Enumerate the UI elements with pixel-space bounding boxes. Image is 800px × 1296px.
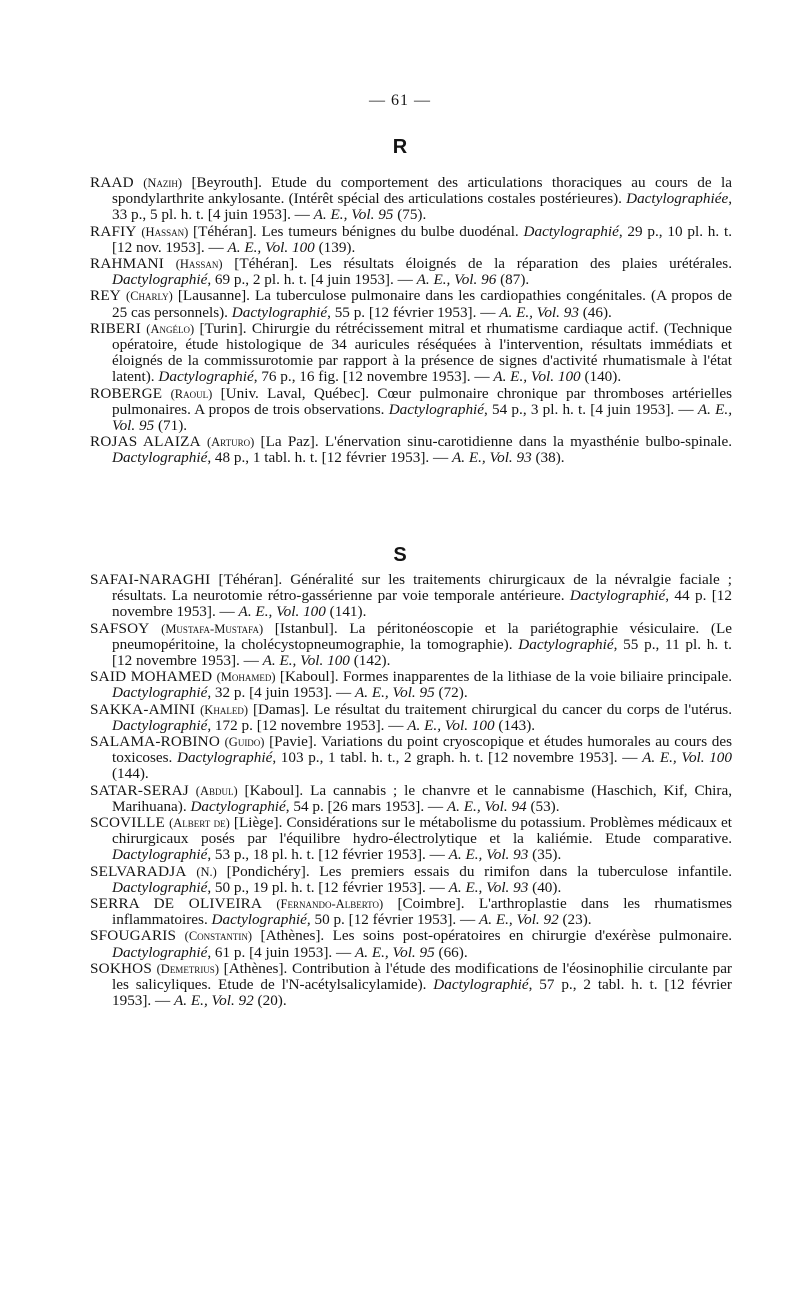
bibliography-entry [90, 434, 732, 466]
entry-reference: A. E., Vol. 100 [493, 368, 581, 386]
bibliography-entry [90, 224, 732, 256]
entry-body: [Téhéran]. Généralité sur les traitements chirurgicaux de la névralgie faciale ; résultats. La neurotomie rétro-gassérienne par voie temporale antérieure. [112, 571, 732, 605]
entry-details: , 50 p., 19 pl. h. t. [12 février 1953]. — [207, 878, 449, 896]
entry-given-name: (Raoul) [170, 386, 213, 401]
entry-surname: SCOVILLE [90, 814, 166, 832]
entry-publication-type: Dactylographié [158, 368, 254, 386]
entry-publication-type: Dactylographié [112, 449, 208, 467]
entry-details: , 44 p. [12 novembre 1953]. — [112, 587, 732, 621]
entry-surname: RAAD [90, 174, 134, 191]
bibliography-entry [90, 572, 732, 621]
entry-given-name: (Mustafa-Mustafa) [161, 621, 264, 636]
entry-reference: A. E., Vol. 93 [451, 449, 532, 467]
entry-given-name: (Khaled) [200, 702, 248, 717]
entry-surname: SELVARADJA [90, 862, 187, 880]
entry-reference-number: (72). [434, 684, 468, 702]
entry-reference-number: (53). [526, 797, 560, 815]
entry-given-name: (Charly) [126, 289, 173, 304]
entry-details: , 33 p., 5 pl. h. t. [4 juin 1953]. — [112, 190, 732, 224]
entry-details: , 57 p., 2 tabl. h. t. [12 février 1953]. — [112, 976, 732, 1010]
bibliography-entry [90, 702, 732, 734]
entry-body: [Téhéran]. Les tumeurs bénignes du bulbe duodénal. [188, 222, 524, 240]
entry-surname: ROBERGE [90, 384, 163, 402]
page-number: — 61 — [369, 92, 431, 109]
entry-reference: A. E., Vol. 100 [407, 716, 495, 734]
entry-reference-number: (35). [528, 846, 562, 864]
entry-body: [Athènes]. Contribution à l'étude des modifications de l'éosinophilie circulante par les salicyliques. Etude de l'N-acétylsalicylamide). [112, 959, 732, 994]
entry-publication-type: Dactylographié [569, 587, 666, 605]
entry-details: , 61 p. [4 juin 1953]. — [207, 943, 355, 961]
entry-reference-number: (142). [349, 652, 391, 670]
entry-given-name: (Nazih) [143, 176, 183, 190]
entry-details: , 29 p., 10 pl. h. t. [12 nov. 1953]. — [112, 222, 732, 256]
entry-given-name: (Abdul) [195, 783, 238, 798]
entry-body: [Kaboul]. La cannabis ; le chanvre et le cannabisme (Haschich, Kif, Chira, Marihuana). [112, 781, 732, 815]
entry-publication-type: Dactylographié [112, 943, 208, 961]
entry-body: [Liège]. Considérations sur le métabolisme du potassium. Problèmes médicaux et chirurgicaux posés par l'équilibre hydro-électrolytique et la kaliémie. Etude comparative. [112, 814, 732, 848]
entry-surname: SAKKA-AMINI [90, 700, 196, 718]
entry-details: , 54 p. [26 mars 1953]. — [285, 797, 447, 815]
entry-publication-type: Dactylographié [518, 635, 614, 653]
entry-details: , 76 p., 16 fig. [12 novembre 1953]. — [253, 368, 494, 386]
entry-reference: A. E., Vol. 95 [354, 943, 435, 961]
entry-surname: SAID MOHAMED [90, 668, 213, 686]
bibliography-entry [90, 621, 732, 670]
entry-surname: RAFIY [90, 222, 137, 240]
entry-reference-number: (144). [112, 765, 149, 783]
entry-given-name: (Mohamed) [216, 670, 276, 685]
bibliography-entry [90, 256, 732, 288]
entry-surname: SERRA DE OLIVEIRA [90, 895, 263, 913]
entry-publication-type: Dactylographié [523, 222, 619, 240]
entry-reference: A. E., Vol. 92 [478, 911, 559, 929]
entry-details: , 50 p. [12 février 1953]. — [306, 911, 479, 929]
entry-given-name: (Arturo) [206, 435, 255, 450]
entry-body: [La Paz]. L'énervation sinu-carotidienne dans la myasthénie bulbo-spinale. [254, 433, 732, 451]
entry-reference: A. E., Vol. 94 [446, 797, 527, 815]
entry-given-name: (Guido) [224, 735, 265, 750]
entry-reference: A. E., Vol. 100 [262, 652, 350, 670]
entry-reference: A. E., Vol. 95 [112, 400, 732, 435]
entry-body: [Istanbul]. La péritonéoscopie et la pariétographie vésiculaire. (Le pneumopéritoine, la cholécystopneumographie, la tomographie). [112, 619, 732, 653]
entry-body: [Beyrouth]. Etude du comportement des articulations thoraciques au cours de la spondylarthrite ankylosante. (Intérêt spécial des articulations costales postérieures). [112, 174, 732, 208]
bibliography-entry [90, 288, 732, 320]
entry-surname: SATAR-SERAJ [90, 781, 189, 799]
entry-details: , 48 p., 1 tabl. h. t. [12 février 1953]. — [207, 449, 452, 467]
entry-publication-type: Dactylographiée [626, 190, 729, 208]
entry-publication-type: Dactylographié [112, 878, 208, 896]
entry-reference-number: (140). [580, 368, 622, 386]
bibliography-entry [90, 321, 732, 386]
entry-surname: RIBERI [90, 319, 141, 337]
entry-details: , 172 p. [12 novembre 1953]. — [207, 716, 408, 734]
entry-publication-type: Dactylographié [112, 684, 208, 702]
entry-given-name: (Hassan) [175, 257, 223, 272]
bibliography-entry [90, 669, 732, 701]
entry-reference: A. E., Vol. 95 [354, 684, 435, 702]
entry-reference-number: (20). [253, 992, 287, 1010]
entry-reference-number: (143). [494, 716, 536, 734]
entry-surname: SOKHOS [90, 959, 152, 977]
entry-body: [Univ. Laval, Québec]. Cœur pulmonaire chronique par thromboses artérielles pulmonaires. A propos de trois observations. [112, 384, 732, 418]
entry-reference: A. E., Vol. 95 [313, 206, 394, 224]
entry-publication-type: Dactylographié [211, 911, 307, 929]
entry-given-name: (Albert de) [169, 816, 230, 831]
entry-reference-number: (139). [314, 238, 356, 256]
entry-surname: RAHMANI [90, 255, 164, 273]
entry-details: , 69 p., 2 pl. h. t. [4 juin 1953]. — [207, 271, 417, 289]
bibliography-entry [90, 386, 732, 435]
entry-reference-number: (46). [578, 303, 612, 321]
entry-body: [Pavie]. Variations du point cryoscopique et études humorales au cours des toxicoses. [112, 733, 732, 767]
entry-reference: A. E., Vol. 96 [416, 271, 497, 289]
entry-body: [Pondichéry]. Les premiers essais du rimifon dans la tuberculose infantile. [216, 862, 733, 880]
bibliography-entry [90, 734, 732, 783]
entry-given-name: (Demetrius) [156, 961, 219, 976]
entry-publication-type: Dactylographié [112, 716, 208, 734]
entry-surname: SFOUGARIS [90, 927, 177, 945]
entry-reference-number: (75). [393, 206, 427, 224]
entry-publication-type: Dactylographié [231, 303, 328, 321]
entry-body: [Téhéran]. Les résultats éloignés de la réparation des plaies urétérales. [222, 255, 733, 273]
entry-reference: A. E., Vol. 93 [448, 878, 529, 896]
entry-body: [Lausanne]. La tuberculose pulmonaire dans les cardiopathies congénitales. (A propos de 25 cas personnels). [112, 287, 732, 321]
entry-body: [Damas]. Le résultat du traitement chirurgical du cancer du corps de l'utérus. [248, 700, 733, 718]
entry-details: , 32 p. [4 juin 1953]. — [207, 684, 355, 702]
entry-reference: A. E., Vol. 92 [174, 992, 254, 1010]
entry-publication-type: Dactylographié [176, 749, 273, 767]
entry-details: , 55 p., 11 pl. h. t. [12 novembre 1953]. — [112, 635, 732, 670]
entry-given-name: (Hassan) [141, 224, 189, 239]
entry-body: [Turin]. Chirurgie du rétrécissement mitral et rhumatisme cardiaque actif. (Technique opératoire, étude histologique de 34 auricules réséquées à l'intervention, résultats immédiats et éloignés de la commissurotomie par rapport à la présence de signes d'activité rhumatismale à l'état latent). [112, 319, 732, 386]
entry-body: [Kaboul]. Formes inapparentes de la lithiase de la voie biliaire principale. [275, 668, 733, 686]
bibliography-entry [90, 896, 732, 928]
entry-reference-number: (38). [531, 449, 565, 467]
entry-given-name: (Angélo) [146, 321, 195, 336]
bibliography-entry [90, 864, 732, 896]
entry-reference-number: (87). [496, 271, 530, 289]
entry-reference: A. E., Vol. 100 [227, 238, 315, 256]
entry-surname: SAFAI-NARAGHI [90, 571, 211, 588]
entry-publication-type: Dactylographié [112, 846, 208, 864]
entry-publication-type: Dactylographié [190, 797, 286, 815]
entry-body: [Coimbre]. L'arthroplastie dans les rhumatismes inflammatoires. [112, 895, 732, 929]
entries-list-r [90, 175, 732, 467]
entry-reference-number: (23). [558, 911, 592, 929]
entry-publication-type: Dactylographié [433, 976, 529, 994]
bibliography-entry [90, 815, 732, 864]
entry-given-name: (N.) [196, 864, 217, 879]
bibliography-entry [90, 928, 732, 960]
entry-reference-number: (40). [528, 878, 562, 896]
entry-reference-number: (66). [434, 943, 468, 961]
entry-body: [Athènes]. Les soins post-opératoires en chirurgie d'exérèse pulmonaire. [252, 927, 732, 945]
entry-reference: A. E., Vol. 100 [238, 603, 326, 621]
entry-reference: A. E., Vol. 93 [499, 303, 579, 321]
section-heading-r: R [392, 136, 408, 158]
entry-details: , 103 p., 1 tabl. h. t., 2 graph. h. t. [12 novembre 1953]. — [272, 749, 643, 767]
bibliography-entry [90, 961, 732, 1010]
entry-publication-type: Dactylographié [388, 400, 485, 418]
bibliography-entry [90, 175, 732, 224]
entries-list-s [90, 572, 732, 1009]
entry-reference: A. E., Vol. 93 [448, 846, 529, 864]
entry-details: , 55 p. [12 février 1953]. — [327, 303, 500, 321]
entry-surname: ROJAS ALAIZA [90, 433, 201, 451]
entry-details: , 54 p., 3 pl. h. t. [4 juin 1953]. — [484, 400, 698, 418]
entry-publication-type: Dactylographié [112, 271, 208, 289]
entry-surname: SAFSOY [90, 619, 150, 637]
entry-given-name: (Constantin) [184, 929, 253, 944]
entry-details: , 53 p., 18 pl. h. t. [12 février 1953]. — [207, 846, 449, 864]
entry-surname: REY [90, 287, 121, 305]
entry-surname: SALAMA-ROBINO [90, 733, 221, 751]
bibliography-entry [90, 783, 732, 815]
entry-reference-number: (71). [154, 417, 188, 435]
entry-reference: A. E., Vol. 100 [642, 749, 732, 767]
entry-reference-number: (141). [325, 603, 367, 621]
section-heading-s: S [393, 544, 407, 566]
entry-given-name: (Fernando-Alberto) [276, 897, 384, 912]
